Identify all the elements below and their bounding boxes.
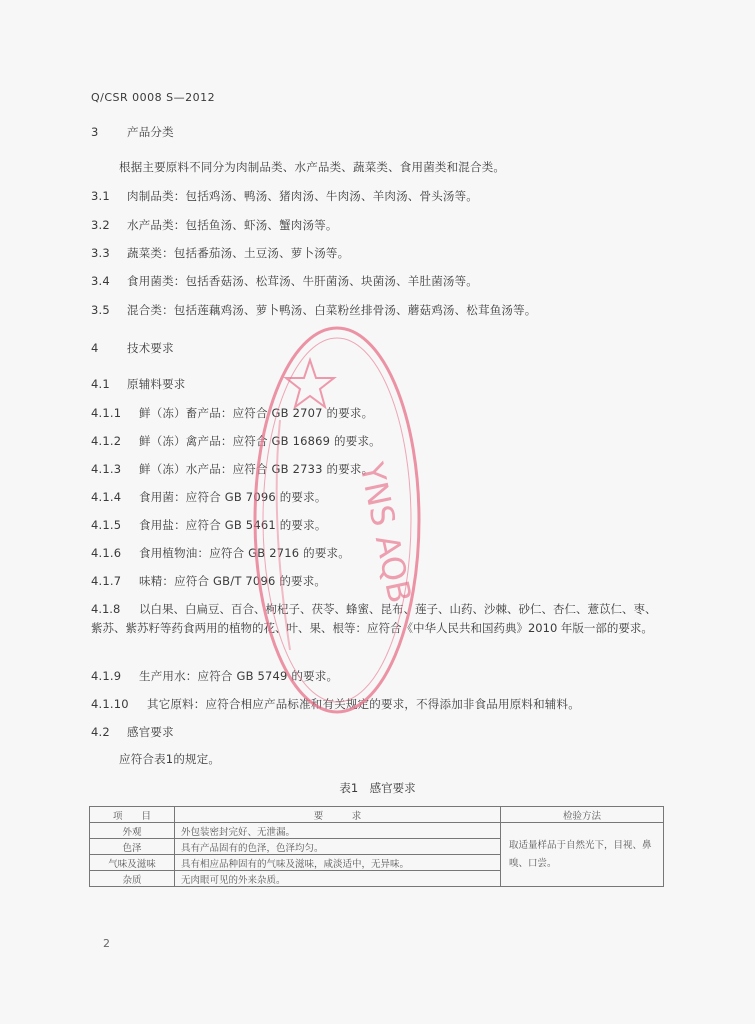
row-item: 气味及滋味 bbox=[90, 855, 175, 871]
section-4-1: 4.1 原辅料要求 bbox=[91, 377, 186, 391]
section-4-1-3: 4.1.3 鲜（冻）水产品：应符合 GB 2733 的要求。 bbox=[91, 462, 374, 476]
row-requirement: 无肉眼可见的外来杂质。 bbox=[175, 871, 501, 887]
test-method: 取适量样品于自然光下，目视、鼻嗅、口尝。 bbox=[501, 823, 664, 887]
col-header-method: 检验方法 bbox=[501, 807, 664, 823]
section-3-intro: 根据主要原料不同分为肉制品类、水产品类、蔬菜类、食用菌类和混合类。 bbox=[119, 160, 506, 174]
table-caption: 表1 感官要求 bbox=[339, 781, 416, 795]
section-3-4: 3.4 食用菌类：包括香菇汤、松茸汤、牛肝菌汤、块菌汤、羊肚菌汤等。 bbox=[91, 274, 478, 288]
section-4-heading: 4 技术要求 bbox=[91, 341, 174, 355]
row-item: 杂质 bbox=[90, 871, 175, 887]
section-4-1-9: 4.1.9 生产用水：应符合 GB 5749 的要求。 bbox=[91, 669, 339, 683]
stamp-text: YNS AQB bbox=[352, 459, 420, 607]
section-4-1-6: 4.1.6 食用植物油：应符合 GB 2716 的要求。 bbox=[91, 546, 350, 560]
table-row bbox=[90, 823, 664, 839]
section-3-5: 3.5 混合类：包括莲藕鸡汤、萝卜鸭汤、白菜粉丝排骨汤、蘑菇鸡汤、松茸鱼汤等。 bbox=[91, 303, 537, 317]
section-4-2: 4.2 感官要求 bbox=[91, 725, 174, 739]
section-3-heading: 3 产品分类 bbox=[91, 125, 174, 139]
row-requirement: 外包装密封完好、无泄漏。 bbox=[175, 823, 501, 839]
row-item: 色泽 bbox=[90, 839, 175, 855]
sensory-requirements-table bbox=[89, 806, 664, 887]
section-3-1: 3.1 肉制品类：包括鸡汤、鸭汤、猪肉汤、牛肉汤、羊肉汤、骨头汤等。 bbox=[91, 189, 478, 203]
section-4-1-4: 4.1.4 食用菌：应符合 GB 7096 的要求。 bbox=[91, 490, 327, 504]
col-header-item: 项 目 bbox=[90, 807, 175, 823]
section-4-1-10: 4.1.10 其它原料：应符合相应产品标准和有关规定的要求，不得添加非食品用原料和辅料。 bbox=[91, 697, 580, 711]
section-4-1-8: 4.1.8 以白果、白扁豆、百合、枸杞子、茯苓、蜂蜜、昆布、莲子、山药、沙棘、砂仁、杏仁、薏苡仁、枣、紫苏、紫苏籽等药食两用的植物的花、叶、果、根等：应符合《中华人民共和国药典》2010 年版一部的要求。 bbox=[91, 602, 657, 635]
table-reference: 应符合表1的规定。 bbox=[119, 752, 221, 766]
col-header-requirement: 要 求 bbox=[175, 807, 501, 823]
section-3-2: 3.2 水产品类：包括鱼汤、虾汤、蟹肉汤等。 bbox=[91, 218, 338, 232]
section-4-1-1: 4.1.1 鲜（冻）畜产品：应符合 GB 2707 的要求。 bbox=[91, 406, 374, 420]
section-4-1-5: 4.1.5 食用盐：应符合 GB 5461 的要求。 bbox=[91, 518, 327, 532]
section-4-1-7: 4.1.7 味精：应符合 GB/T 7096 的要求。 bbox=[91, 574, 327, 588]
section-4-1-2: 4.1.2 鲜（冻）禽产品：应符合 GB 16869 的要求。 bbox=[91, 434, 381, 448]
document-code: Q/CSR 0008 S—2012 bbox=[91, 91, 216, 104]
row-requirement: 具有产品固有的色泽，色泽均匀。 bbox=[175, 839, 501, 855]
row-requirement: 具有相应品种固有的气味及滋味，咸淡适中，无异味。 bbox=[175, 855, 501, 871]
page-number: 2 bbox=[103, 937, 110, 950]
row-item: 外观 bbox=[90, 823, 175, 839]
section-3-3: 3.3 蔬菜类：包括番茄汤、土豆汤、萝卜汤等。 bbox=[91, 246, 350, 260]
table-header-row bbox=[90, 807, 664, 823]
